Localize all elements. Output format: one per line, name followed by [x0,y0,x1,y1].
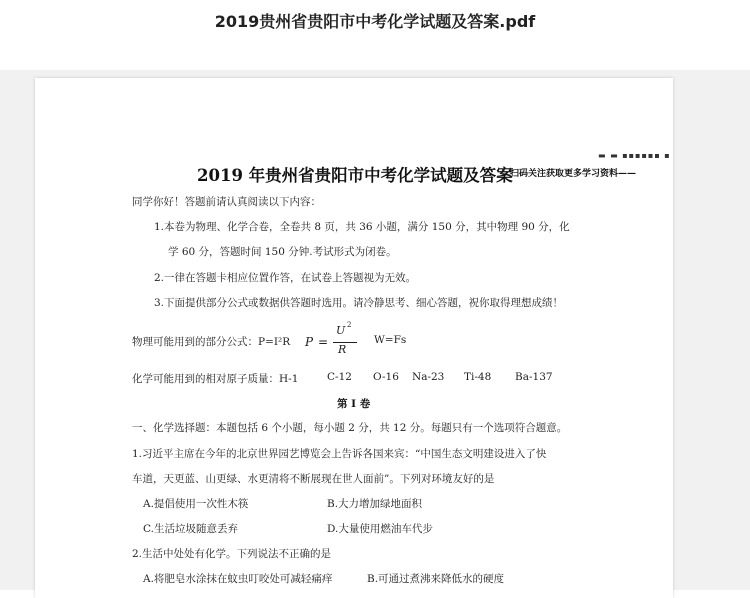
section-intro: 一、化学选择题：本题包括 6 个小题，每小题 2 分，共 12 分。每题只有一个选项符合题意。 [132,422,568,434]
formula-numerator: U [336,324,346,337]
q2-option-b: B.可通过煮沸来降低水的硬度 [367,573,505,585]
q2-option-a: A.将肥皂水涂抹在蚊虫叮咬处可减轻痛痒 [143,573,333,585]
formula-p: P [305,335,314,349]
instruction-2: 2.一律在答题卡相应位置作答，在试卷上答题视为无效。 [154,272,417,284]
formula-eq: = [318,335,329,349]
q1-stem-line2: 车道，天更蓝、山更绿、水更清将不断展现在世人面前”。下列对环境友好的是 [132,473,495,485]
corner-mark: ▬ ▬ ▪▪▪▪▪▪ ▪ [598,151,671,160]
file-title: 2019贵州省贵阳市中考化学试题及答案.pdf [214,12,536,31]
q1-option-d: D.大量使用燃油车代步 [327,523,433,535]
atomic-mass-o: O-16 [373,371,399,383]
q2-stem: 2.生活中处处有化学。下列说法不正确的是 [132,548,332,560]
instruction-1: 1.本卷为物理、化学合卷，全卷共 8 页，共 36 小题，满分 150 分，其中物理 90 分，化 [154,221,570,233]
formula-denominator: R [338,343,347,356]
power-formula [305,323,375,363]
physics-formula-label: 物理可能用到的部分公式：P=I²R [132,336,291,348]
atomic-mass-na: Na-23 [412,371,445,383]
atomic-mass-ba: Ba-137 [515,371,553,383]
q1-stem-line1: 1.习近平主席在今年的北京世界园艺博览会上告诉各国来宾：“中国生态文明建设进入了快 [132,448,547,460]
atomic-mass-label: 化学可能用到的相对原子质量：H-1 [132,373,299,385]
viewer-header [0,0,750,71]
promo-text: 扫码关注获取更多学习资料—— [510,169,637,179]
volume-heading: 第 I 卷 [337,398,371,410]
document-page [35,78,673,598]
work-formula: W=Fs [374,334,407,346]
atomic-mass-c: C-12 [327,371,352,383]
q1-option-a: A.提倡使用一次性木筷 [143,498,249,510]
instruction-3: 3.下面提供部分公式或数据供答题时选用。请冷静思考、细心答题，祝你取得理想成绩！ [154,297,564,309]
q1-option-b: B.大力增加绿地面积 [327,498,423,510]
instruction-1-cont: 学 60 分，答题时间 150 分钟.考试形式为闭卷。 [168,246,397,258]
atomic-mass-ti: Ti-48 [464,371,492,383]
greeting: 同学你好！答题前请认真阅读以下内容： [132,196,321,208]
formula-exponent: 2 [347,321,352,329]
document-title: 2019 年贵州省贵阳市中考化学试题及答案 [197,166,513,185]
q1-option-c: C.生活垃圾随意丢弃 [143,523,238,535]
